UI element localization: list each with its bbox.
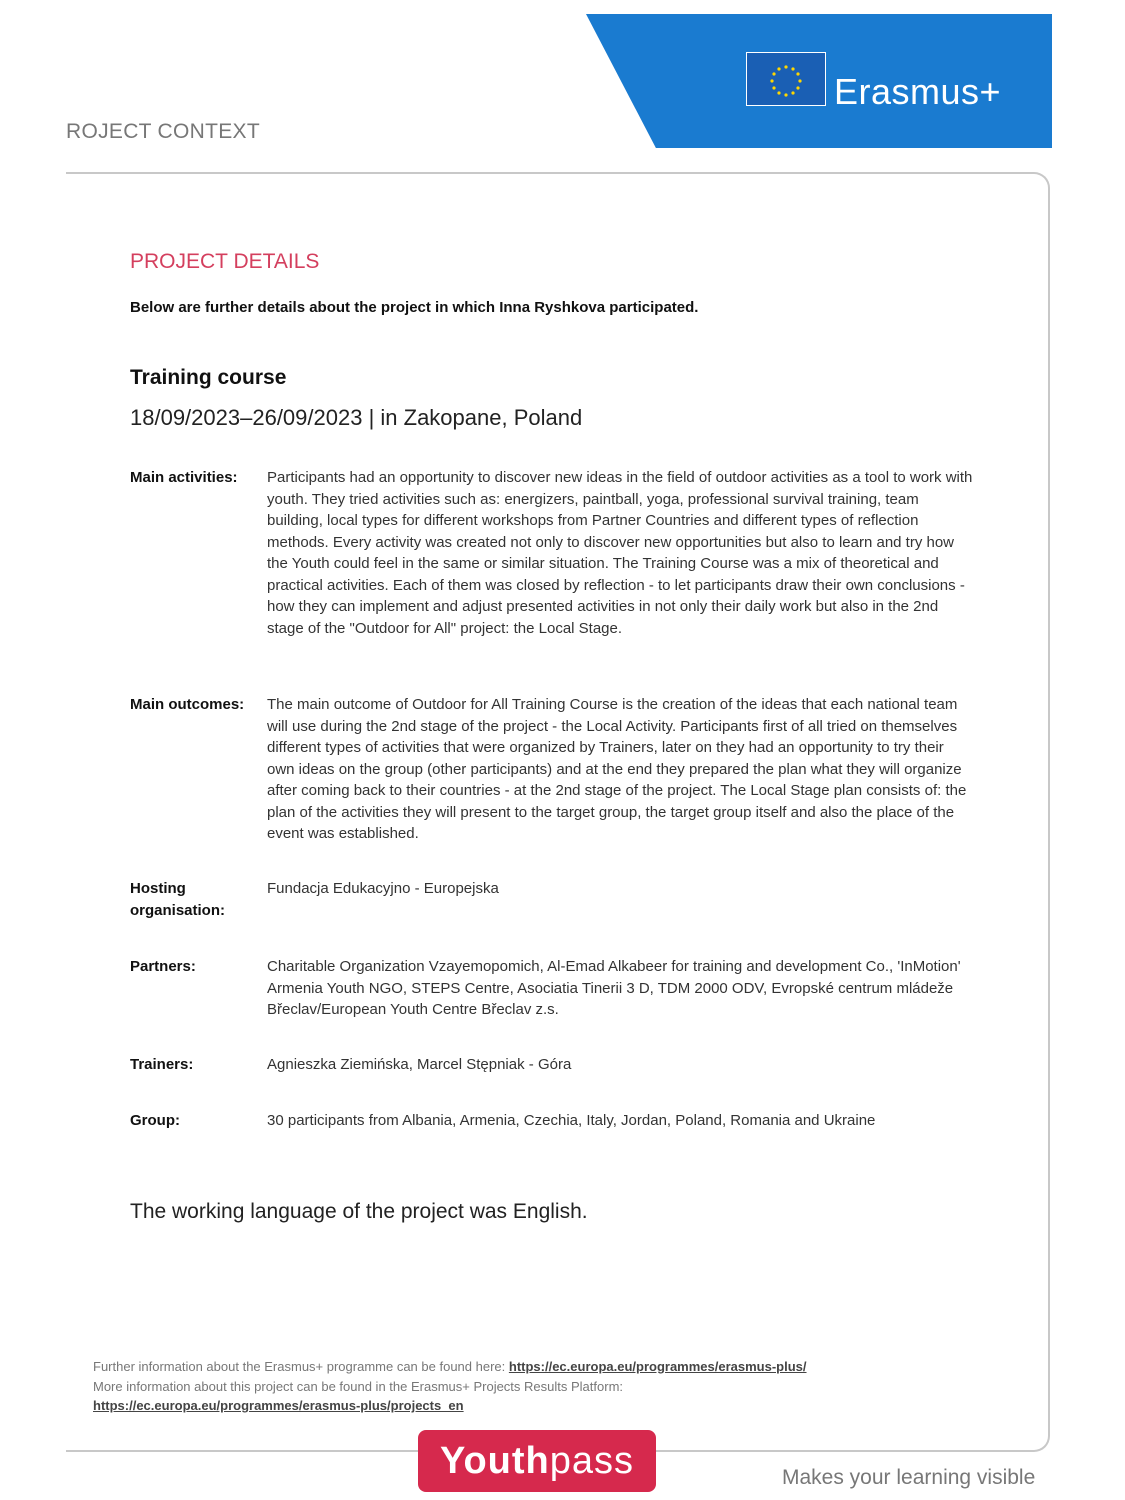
eu-flag-icon [746,52,826,106]
detail-value: 30 participants from Albania, Armenia, Czechia, Italy, Jordan, Poland, Romania and Ukraine [267,1112,876,1129]
detail-label: Main outcomes: [130,696,245,713]
detail-value: Fundacja Edukacyjno - Europejska [267,880,499,897]
youthpass-logo [418,1430,656,1492]
detail-value: Charitable Organization Vzayemopomich, Al-Emad Alkabeer for training and development Co., 'InMotion' Armenia Youth NGO, STEPS Centre, Asociatia Tinerii 3 D, TDM 2000 ODV, Evropské centrum mládeže Břeclav/European Youth Centre Břeclav z.s. [267,958,961,1018]
footer-line-1: Further information about the Erasmus+ programme can be found here: [93,1359,506,1374]
detail-label: Group: [130,1112,180,1129]
youthpass-logo-regular: pass [549,1440,635,1482]
footer-line-2: More information about this project can be found in the Erasmus+ Projects Results Platform: [93,1378,624,1394]
erasmus-logo-text: Erasmus+ [834,71,1002,112]
detail-value: Agnieszka Ziemińska, Marcel Stępniak - Góra [267,1056,572,1073]
youthpass-logo-bold: Youth [439,1440,550,1482]
footer-info [93,1357,973,1416]
detail-value: The main outcome of Outdoor for All Training Course is the creation of the ideas that each national team will use during the 2nd stage of the project - the Local Activity. Participants first of all tried on themselves different types of activities that were organized by Trainers, later on they had an opportunity to try their own ideas on the group (other participants) and at the end they prepared the plan what they will organize after coming back to their countries - at the 2nd stage of the project. The Local Stage plan consists of: the plan of the activities they will present to the target group, the target group itself and also the place of the event was established. [267,696,967,842]
page-title: ROJECT CONTEXT [66,120,260,143]
youthpass-tagline: Makes your learning visible [782,1466,1036,1489]
projects-results-link[interactable]: https://ec.europa.eu/programmes/erasmus-plus/projects_en [93,1398,464,1413]
intro-text: Below are further details about the project in which Inna Ryshkova participated. [130,299,699,316]
erasmus-programme-link[interactable]: https://ec.europa.eu/programmes/erasmus-plus/ [508,1359,807,1374]
working-language: The working language of the project was English. [130,1200,588,1223]
detail-label: Main activities: [130,469,238,486]
detail-value: Participants had an opportunity to discover new ideas in the field of outdoor activities as a tool to work with youth. They tried activities such as: energizers, paintball, yoga, professional survival training, team building, local types for different workshops from Partner Countries and different types of reflection methods. Every activity was created not only to discover new opportunities but also to learn and try how the Youth could feel in the same or similar situation. The Training Course was a mix of theoretical and practical activities. Each of them was closed by reflection - to let participants draw their own conclusions - how they can implement and adjust presented activities in not only their daily work but also in the 2nd stage of the "Outdoor for All" project: the Local Stage. [267,469,973,637]
section-title: PROJECT DETAILS [130,250,320,273]
detail-label: Trainers: [130,1056,194,1073]
detail-label: Partners: [130,958,196,975]
event-type: Training course [130,366,287,389]
detail-label: Hosting organisation: [130,880,226,919]
event-dates-location: 18/09/2023–26/09/2023 | in Zakopane, Poland [130,405,583,430]
